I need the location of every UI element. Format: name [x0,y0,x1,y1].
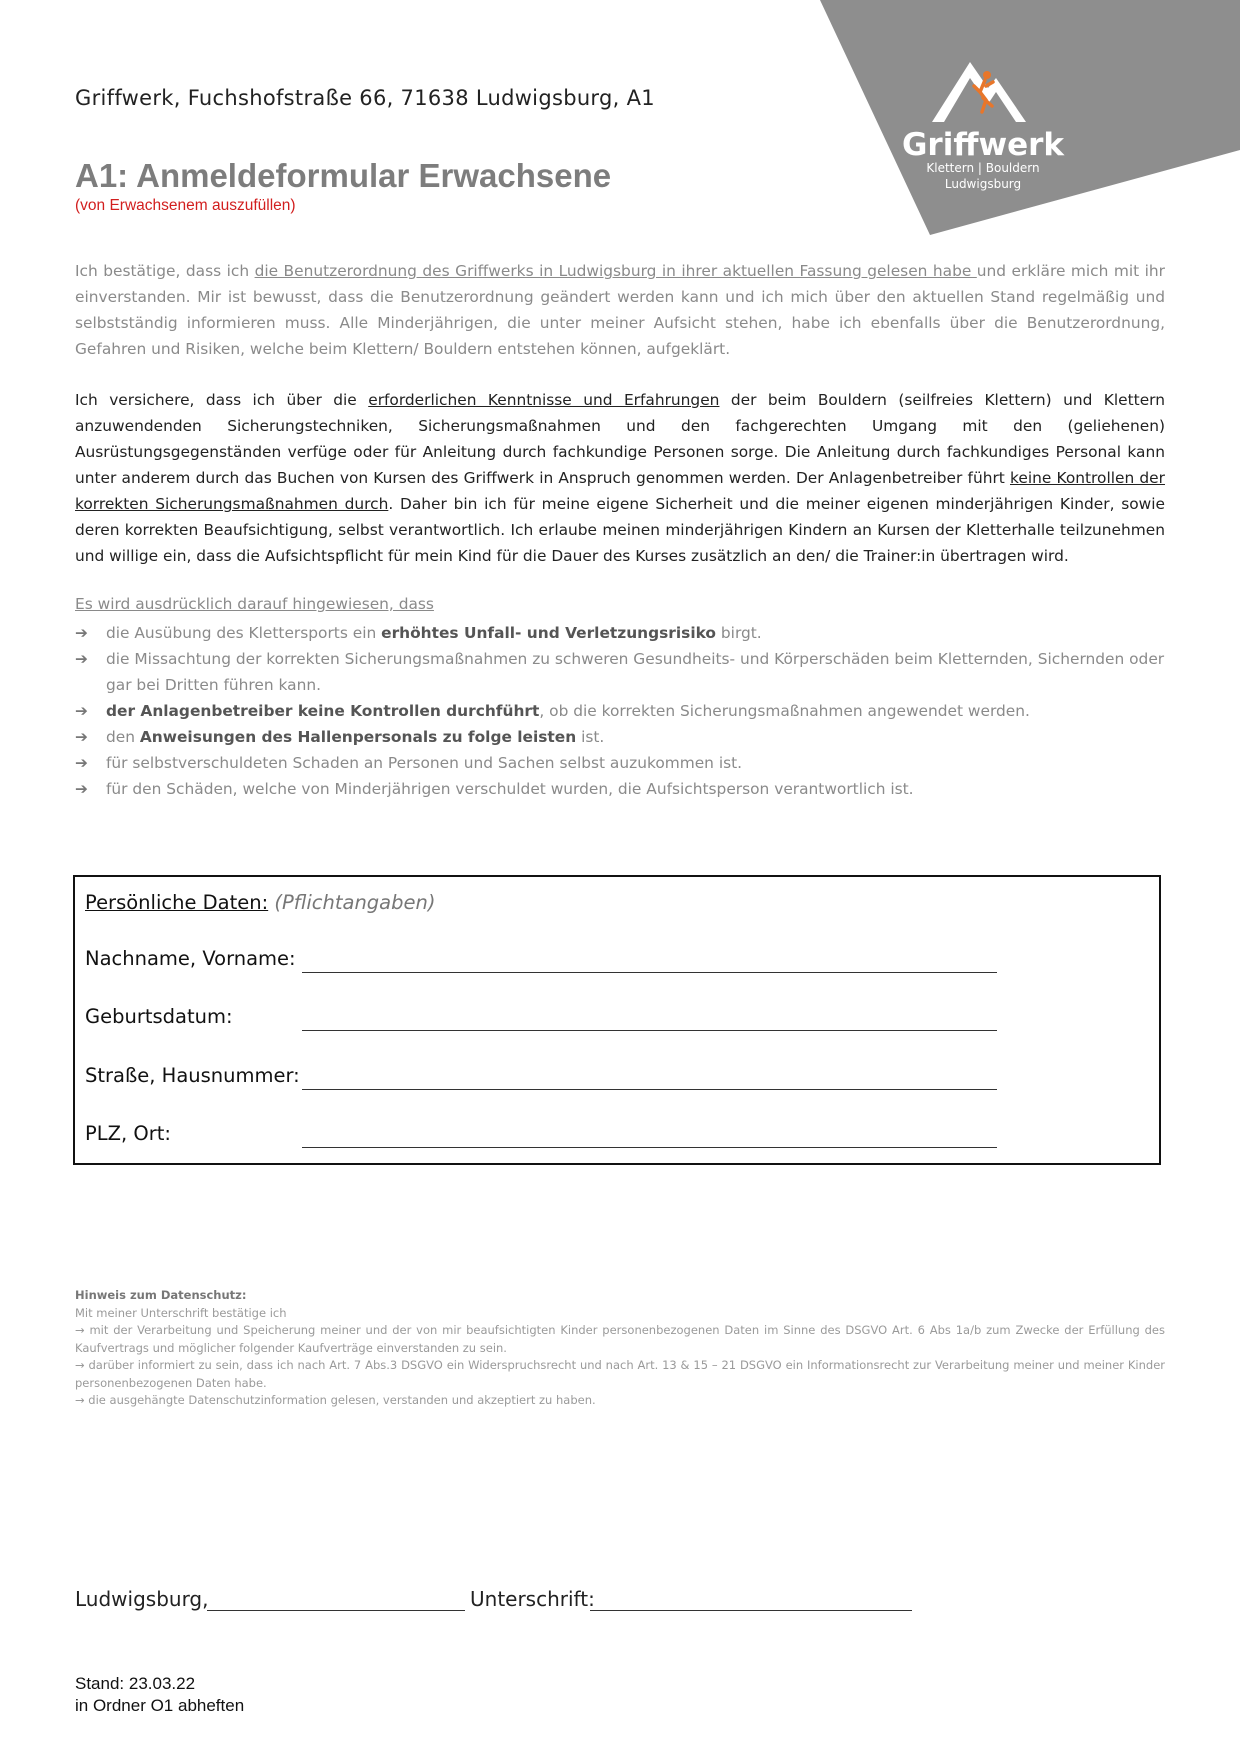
required-note: (Pflichtangaben) [274,891,436,914]
list-item: ➔ die Missachtung der korrekten Sicherungsmaßnahmen zu schweren Gesundheits- und Körperschäden beim Kletternden, Sichernden oder gar bei Dritten führen kann. [75,646,1170,698]
name-label: Nachname, Vorname: [85,947,296,970]
signature-place-label: Ludwigsburg, [75,1587,209,1611]
p2-text-3: . Daher bin ich für meine eigene Sicherheit und die meiner eigenen minderjährigen Kinder, sowie deren korrekten Beaufsichtigung, selbst verantwortlich. Ich erlaube meinen minderjährigen Kindern an Kursen der Kletterhalle teilzunehmen und willige ein, dass die Aufsichtspflicht für mein Kind für die Dauer des Kurses zusätzlich an den/ die Trainer:in übertragen wird. [75,495,1165,565]
page-title: A1: Anmeldeformular Erwachsene [75,157,612,194]
street-input-line[interactable] [302,1089,997,1090]
warnings-intro: Es wird ausdrücklich darauf hingewiesen, dass [75,595,434,613]
list-item: → mit der Verarbeitung und Speicherung meiner und der von mir beaufsichtigten Kinder personenbezogenen Daten im Sinne des DSGVO Art. 6 Abs 1a/b zum Zwecke der Erfüllung des Kaufvertrags und möglicher folgender Kaufverträge einverstanden zu sein. [75,1323,1165,1355]
warnings-list [75,620,1170,802]
arrow-icon: ➔ [75,624,88,642]
privacy-intro: Mit meiner Unterschrift bestätige ich [75,1305,287,1320]
rules-confirmation-paragraph [75,258,1165,362]
list-item: → darüber informiert zu sein, dass ich nach Art. 7 Abs.3 DSGVO ein Widerspruchsrecht und nach Art. 13 & 15 – 21 DSGVO ein Informationsrecht zur Verarbeitung meiner und meiner Kinder personenbezogenen Daten habe. [75,1358,1165,1390]
header-address: Griffwerk, Fuchshofstraße 66, 71638 Ludwigsburg, A1 [75,86,655,110]
p2-text-2: der beim Bouldern (seilfreies Klettern) und Klettern anzuwendenden Sicherungstechniken, Sicherungsmaßnahmen und den fachgerechten Umgang mit den (geliehenen) Ausrüstungsgegenständen verfüge oder für Anleitung durch fachkundige Personen sorge. Die Anleitung durch fachkundiges Personal kann unter anderem durch das Buchen von Kursen des Griffwerk in Anspruch genommen werden. Der Anlagenbetreiber führt [75,391,1165,487]
privacy-notice [75,1287,1165,1410]
arrow-icon: ➔ [75,754,88,772]
street-field [85,1064,301,1087]
list-item: ➔ den Anweisungen des Hallenpersonals zu folge leisten ist. [75,724,1170,750]
city-input-line[interactable] [302,1147,997,1148]
personal-data-heading: Persönliche Daten: (Pflichtangaben) [85,891,436,914]
date-input-line[interactable] [207,1610,465,1611]
footer-stand: Stand: 23.03.22 [75,1674,196,1693]
climber-head [983,71,991,79]
list-item: → die ausgehängte Datenschutzinformation gelesen, verstanden und akzeptiert zu haben. [75,1393,596,1407]
name-field [85,947,301,970]
arrow-icon: ➔ [75,780,88,798]
p2-text-1: Ich versichere, dass ich über die [75,391,369,409]
signature-label: Unterschrift: [470,1587,595,1611]
list-item: ➔ der Anlagenbetreiber keine Kontrollen durchführt, ob die korrekten Sicherungsmaßnahmen angewendet werden. [75,698,1170,724]
privacy-heading: Hinweis zum Datenschutz: [75,1288,247,1302]
footer-note: in Ordner O1 abheften [75,1696,245,1715]
city-label: PLZ, Ort: [85,1122,171,1145]
p2-underline-2: keine Kontrollen der korrekten Sicherungsmaßnahmen durch [75,469,1165,513]
name-input-line[interactable] [302,972,997,973]
p1-text-1: Ich bestätige, dass ich [75,262,255,280]
signature-input-line[interactable] [590,1610,912,1611]
list-item: ➔ die Ausübung des Klettersports ein erhöhtes Unfall- und Verletzungsrisiko birgt. [75,620,1170,646]
city-field [85,1122,301,1145]
arrow-icon: ➔ [75,728,88,746]
p1-text-2: und erkläre mich mit ihr einverstanden. Mir ist bewusst, dass die Benutzerordnung geändert werden kann und ich mich über den aktuellen Stand regelmäßig und selbstständig informieren muss. Alle Minderjährigen, die unter meiner Aufsicht stehen, habe ich ebenfalls über die Benutzerordnung, Gefahren und Risiken, welche beim Klettern/ Bouldern entstehen können, aufgeklärt. [75,262,1165,358]
footer [75,1673,244,1717]
arrow-icon: ➔ [75,650,88,668]
rules-link[interactable]: die Benutzerordnung des Griffwerks in Ludwigsburg in ihrer aktuellen Fassung gelesen habe [254,262,977,280]
logo-location: Ludwigsburg [944,177,1022,191]
page-subtitle: (von Erwachsenem auszufüllen) [75,197,296,214]
list-item: ➔ für den Schäden, welche von Minderjährigen verschuldet wurden, die Aufsichtsperson verantwortlich ist. [75,776,1170,802]
logo-corner [820,0,1240,235]
knowledge-paragraph [75,387,1165,569]
signature-row [75,1587,209,1611]
logo-tagline: Klettern | Bouldern [926,161,1040,175]
logo-brand: Griffwerk [901,127,1065,163]
street-label: Straße, Hausnummer: [85,1064,300,1087]
list-item: ➔ für selbstverschuldeten Schaden an Personen und Sachen selbst auzukommen ist. [75,750,1170,776]
corner-triangle [820,0,1240,235]
birthdate-field [85,1005,301,1028]
p2-underline-1: erforderlichen Kenntnisse und Erfahrungen [368,391,720,409]
arrow-icon: ➔ [75,702,88,720]
birthdate-input-line[interactable] [302,1030,997,1031]
birthdate-label: Geburtsdatum: [85,1005,233,1028]
